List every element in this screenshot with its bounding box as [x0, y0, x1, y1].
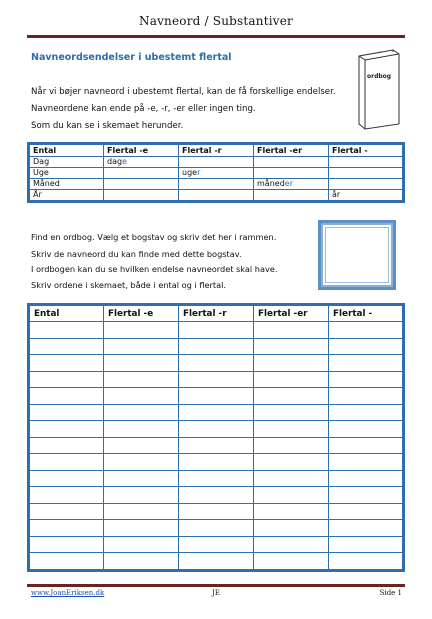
word-ending: e: [122, 157, 127, 166]
word-stem: måned: [257, 179, 285, 188]
empty-cell[interactable]: [104, 338, 179, 355]
cell-ental: Dag: [29, 157, 104, 168]
cell-flertal-e: [104, 190, 179, 202]
table-row: [29, 168, 404, 179]
empty-cell[interactable]: [104, 437, 179, 454]
empty-cell[interactable]: [254, 503, 329, 520]
intro-line: Når vi bøjer navneord i ubestemt flertal, kan de få forskellige endelser.: [31, 87, 336, 97]
empty-cell[interactable]: [254, 388, 329, 405]
column-header: Flertal -er: [254, 305, 329, 322]
header-rule: [27, 35, 405, 38]
empty-cell[interactable]: [254, 421, 329, 438]
table-row: [29, 190, 404, 202]
empty-cell[interactable]: [179, 338, 254, 355]
empty-cell[interactable]: [254, 338, 329, 355]
empty-cell[interactable]: [179, 404, 254, 421]
cell-flertal-e: [104, 157, 179, 168]
table-row: [29, 520, 404, 537]
empty-cell[interactable]: [329, 355, 404, 372]
empty-cell[interactable]: [104, 371, 179, 388]
empty-cell[interactable]: [104, 536, 179, 553]
instructions: [31, 230, 278, 293]
cell-flertal-r: [179, 157, 254, 168]
cell-flertal-r: [179, 190, 254, 202]
table-row: [29, 322, 404, 339]
empty-cell[interactable]: [29, 520, 104, 537]
column-header: Flertal -e: [104, 144, 179, 157]
instruction-line: Find en ordbog. Vælg et bogstav og skriv det her i rammen.: [31, 232, 277, 242]
column-header: Flertal -e: [104, 305, 179, 322]
empty-cell[interactable]: [179, 536, 254, 553]
empty-cell[interactable]: [254, 322, 329, 339]
worksheet-body: [29, 322, 404, 571]
empty-cell[interactable]: [329, 371, 404, 388]
word-stem: uge: [182, 168, 198, 177]
table-row: [29, 179, 404, 190]
table-row: [29, 157, 404, 168]
table-row: [29, 338, 404, 355]
empty-cell[interactable]: [254, 371, 329, 388]
empty-cell[interactable]: [104, 404, 179, 421]
empty-cell[interactable]: [104, 553, 179, 571]
empty-cell[interactable]: [179, 553, 254, 571]
empty-cell[interactable]: [329, 404, 404, 421]
empty-cell[interactable]: [104, 322, 179, 339]
empty-cell[interactable]: [329, 454, 404, 471]
empty-cell[interactable]: [179, 388, 254, 405]
empty-cell[interactable]: [254, 355, 329, 372]
empty-cell[interactable]: [329, 503, 404, 520]
empty-cell[interactable]: [29, 322, 104, 339]
empty-cell[interactable]: [29, 421, 104, 438]
empty-cell[interactable]: [329, 470, 404, 487]
cell-flertal-r: [179, 179, 254, 190]
empty-cell[interactable]: [104, 520, 179, 537]
empty-cell[interactable]: [104, 487, 179, 504]
empty-cell[interactable]: [329, 437, 404, 454]
empty-cell[interactable]: [329, 421, 404, 438]
empty-cell[interactable]: [29, 355, 104, 372]
table-row: [29, 388, 404, 405]
empty-cell[interactable]: [29, 553, 104, 571]
column-header: Flertal -er: [254, 144, 329, 157]
empty-cell[interactable]: [29, 404, 104, 421]
empty-cell[interactable]: [179, 355, 254, 372]
table-row: [29, 536, 404, 553]
table-row: [29, 470, 404, 487]
empty-cell[interactable]: [254, 454, 329, 471]
footer-link[interactable]: www.JoanEriksen.dk: [31, 589, 105, 597]
worksheet-table: [27, 303, 405, 572]
empty-cell[interactable]: [179, 454, 254, 471]
empty-cell[interactable]: [179, 322, 254, 339]
empty-cell[interactable]: [104, 355, 179, 372]
cell-flertal-zero: år: [329, 190, 404, 202]
table-row: [29, 503, 404, 520]
word-ending: r: [197, 168, 201, 177]
empty-cell[interactable]: [29, 487, 104, 504]
intro-line: Som du kan se i skemaet herunder.: [31, 121, 184, 131]
column-header: Flertal -: [329, 305, 404, 322]
cell-ental: Uge: [29, 168, 104, 179]
table-header-row: [29, 144, 404, 157]
empty-cell[interactable]: [29, 503, 104, 520]
instruction-line: I ordbogen kan du se hvilken endelse navneordet skal have.: [31, 264, 278, 274]
instruction-line: Skriv ordene i skemaet, både i ental og i flertal.: [31, 279, 227, 290]
empty-cell[interactable]: [29, 437, 104, 454]
table-row: [29, 437, 404, 454]
empty-cell[interactable]: [29, 470, 104, 487]
empty-cell[interactable]: [29, 338, 104, 355]
empty-cell[interactable]: [329, 322, 404, 339]
cell-flertal-er: [254, 179, 329, 190]
word-stem: dag: [107, 157, 123, 166]
table-row: [29, 553, 404, 571]
empty-cell[interactable]: [104, 454, 179, 471]
cell-flertal-er: [254, 168, 329, 179]
column-header: Flertal -r: [179, 144, 254, 157]
table-row: [29, 355, 404, 372]
empty-cell[interactable]: [179, 437, 254, 454]
empty-cell[interactable]: [329, 536, 404, 553]
empty-cell[interactable]: [254, 404, 329, 421]
cell-flertal-e: [104, 168, 179, 179]
empty-cell[interactable]: [179, 470, 254, 487]
table-header-row: [29, 305, 404, 322]
column-header: Flertal -r: [179, 305, 254, 322]
empty-cell[interactable]: [29, 388, 104, 405]
empty-cell[interactable]: [179, 421, 254, 438]
empty-cell[interactable]: [254, 437, 329, 454]
dictionary-book-icon: [353, 48, 403, 130]
table-row: [29, 404, 404, 421]
empty-cell[interactable]: [104, 388, 179, 405]
letter-frame[interactable]: [318, 220, 396, 290]
cell-flertal-zero: [329, 157, 404, 168]
empty-cell[interactable]: [254, 470, 329, 487]
section-title: Navneordsendelser i ubestemt flertal: [31, 52, 232, 63]
column-header: Flertal -: [329, 144, 404, 157]
book-label: ordbog: [367, 73, 392, 80]
intro-line: Navneordene kan ende på -e, -r, -er eller ingen ting.: [31, 104, 256, 114]
page-title: Navneord / Substantiver: [139, 14, 293, 28]
instruction-line: Skriv de navneord du kan finde med dette bogstav.: [31, 248, 242, 259]
empty-cell[interactable]: [29, 536, 104, 553]
empty-cell[interactable]: [329, 553, 404, 571]
empty-cell[interactable]: [104, 503, 179, 520]
cell-ental: År: [29, 190, 104, 202]
empty-cell[interactable]: [254, 520, 329, 537]
empty-cell[interactable]: [179, 487, 254, 504]
cell-ental: Måned: [29, 179, 104, 190]
footer-rule: [27, 584, 405, 587]
empty-cell[interactable]: [104, 470, 179, 487]
empty-cell[interactable]: [329, 338, 404, 355]
cell-flertal-e: [104, 179, 179, 190]
cell-flertal-r: [179, 168, 254, 179]
cell-flertal-zero: [329, 179, 404, 190]
cell-flertal-er: [254, 190, 329, 202]
column-header: Ental: [29, 305, 104, 322]
empty-cell[interactable]: [179, 520, 254, 537]
letter-frame-inner: [325, 227, 389, 283]
intro-text: [31, 84, 336, 135]
table-row: [29, 371, 404, 388]
page-number: Side 1: [379, 589, 402, 597]
empty-cell[interactable]: [254, 487, 329, 504]
cell-flertal-zero: [329, 168, 404, 179]
footer-initials: JE: [212, 589, 220, 597]
empty-cell[interactable]: [329, 520, 404, 537]
empty-cell[interactable]: [179, 371, 254, 388]
empty-cell[interactable]: [329, 487, 404, 504]
table-row: [29, 454, 404, 471]
empty-cell[interactable]: [29, 371, 104, 388]
empty-cell[interactable]: [254, 536, 329, 553]
empty-cell[interactable]: [329, 388, 404, 405]
word-ending: er: [284, 179, 293, 188]
empty-cell[interactable]: [29, 454, 104, 471]
table-row: [29, 421, 404, 438]
table-row: [29, 487, 404, 504]
empty-cell[interactable]: [254, 553, 329, 571]
empty-cell[interactable]: [104, 421, 179, 438]
column-header: Ental: [29, 144, 104, 157]
empty-cell[interactable]: [179, 503, 254, 520]
example-table: [27, 142, 405, 203]
cell-flertal-er: [254, 157, 329, 168]
